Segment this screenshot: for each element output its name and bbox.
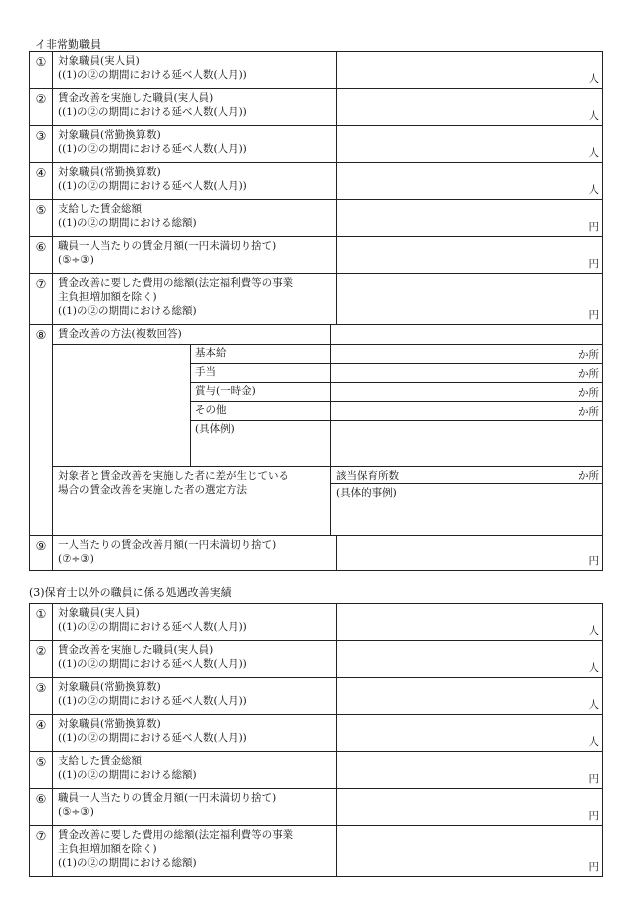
value-field[interactable]: [337, 789, 603, 826]
row-label: 対象職員(常勤換算数) ((1)の②の期間における延べ人数(人月)): [53, 715, 337, 752]
value-field[interactable]: [337, 826, 603, 877]
row-label: 支給した賃金総額 ((1)の②の期間における総額): [53, 752, 337, 789]
row-number: ④: [30, 715, 53, 752]
unit-label: 円: [588, 861, 599, 873]
unit-label: 人: [588, 147, 599, 159]
table-row: [30, 641, 603, 678]
row-label: 一人当たりの賃金改善月額(一円未満切り捨て) (⑦÷③): [53, 536, 337, 571]
value-field[interactable]: [337, 641, 603, 678]
row-number: ⑧: [30, 325, 53, 536]
row-label: 職員一人当たりの賃金月額(一円未満切り捨て) (⑤÷③): [53, 237, 337, 274]
row-label: 対象職員(実人員) ((1)の②の期間における延べ人数(人月)): [53, 604, 337, 641]
method-count-allowance[interactable]: か所: [331, 364, 602, 383]
unit-label: 人: [588, 184, 599, 196]
value-field[interactable]: [337, 200, 603, 237]
unit-label: 円: [588, 555, 599, 567]
table-row: [30, 789, 603, 826]
unit-label: 人: [588, 625, 599, 637]
table-row: [30, 237, 603, 274]
unit-label: 人: [588, 110, 599, 122]
unit-label: 人: [588, 73, 599, 85]
method-label-other: その他: [191, 402, 330, 421]
row-number: ⑨: [30, 536, 53, 571]
section-b-title: (3)保育士以外の職員に係る処遇改善実績: [29, 586, 232, 599]
table-row: [30, 715, 603, 752]
table-row: [30, 536, 603, 571]
method-count-bonus[interactable]: か所: [331, 383, 602, 402]
table-row: [30, 200, 603, 237]
table-row: [30, 89, 603, 126]
value-field[interactable]: [337, 52, 603, 89]
row-label: 賃金改善を実施した職員(実人員) ((1)の②の期間における延べ人数(人月)): [53, 89, 337, 126]
row-number: ①: [30, 52, 53, 89]
method-label-bonus: 賞与(一時金): [191, 383, 330, 402]
row-label: 対象職員(常勤換算数) ((1)の②の期間における延べ人数(人月)): [53, 126, 337, 163]
table-row: [30, 752, 603, 789]
value-field[interactable]: [337, 604, 603, 641]
unit-label: 人: [588, 662, 599, 674]
row-number: ②: [30, 89, 53, 126]
facility-count-field[interactable]: 該当保育所数 か所: [331, 467, 602, 484]
facility-label: 該当保育所数: [336, 470, 399, 482]
table-row: [30, 274, 603, 325]
method-count-basic[interactable]: か所: [331, 345, 602, 364]
row-label: 支給した賃金総額 ((1)の②の期間における総額): [53, 200, 337, 237]
row-label: 賃金改善に要した費用の総額(法定福利費等の事業 主負担増加額を除く) ((1)の②の期間における総額): [53, 274, 337, 325]
table-row: [30, 678, 603, 715]
row-number: ⑥: [30, 237, 53, 274]
table-row: [30, 163, 603, 200]
table-row: [30, 826, 603, 877]
table-row: [30, 52, 603, 89]
unit-label: 円: [588, 773, 599, 785]
table-row: [30, 126, 603, 163]
case-field[interactable]: [331, 484, 602, 500]
value-field[interactable]: [337, 715, 603, 752]
row-number: ③: [30, 126, 53, 163]
value-field[interactable]: [337, 678, 603, 715]
case-label: (具体的事例): [336, 487, 397, 499]
row-number: ④: [30, 163, 53, 200]
row-label: 対象職員(常勤換算数) ((1)の②の期間における延べ人数(人月)): [53, 163, 337, 200]
row-label: 職員一人当たりの賃金月額(一円未満切り捨て) (⑤÷③): [53, 789, 337, 826]
selection-method-label: 対象者と賃金改善を実施した者に差が生じている 場合の賃金改善を実施した者の選定方法: [53, 467, 331, 535]
item8-title: 賃金改善の方法(複数回答): [53, 325, 331, 344]
row-number: ⑤: [30, 752, 53, 789]
unit-label: 円: [588, 309, 599, 321]
method-label-allowance: 手当: [191, 364, 330, 383]
unit-label: 人: [588, 736, 599, 748]
item8-row: [30, 325, 603, 536]
row-number: ③: [30, 678, 53, 715]
row-label: 賃金改善を実施した職員(実人員) ((1)の②の期間における延べ人数(人月)): [53, 641, 337, 678]
row-number: ⑦: [30, 274, 53, 325]
example-label: (具体例): [195, 423, 235, 435]
row-number: ⑤: [30, 200, 53, 237]
value-field[interactable]: [337, 274, 603, 325]
row-number: ⑥: [30, 789, 53, 826]
row-label: 賃金改善に要した費用の総額(法定福利費等の事業 主負担増加額を除く) ((1)の②の期間における総額): [53, 826, 337, 877]
example-field[interactable]: [331, 421, 602, 466]
value-field[interactable]: [337, 126, 603, 163]
value-field[interactable]: [337, 89, 603, 126]
method-label-basic: 基本給: [191, 345, 330, 364]
unit-label: 円: [588, 221, 599, 233]
value-field[interactable]: [337, 237, 603, 274]
value-field[interactable]: [337, 163, 603, 200]
section-a-table: [29, 51, 603, 571]
unit-label: 人: [588, 699, 599, 711]
table-row: [30, 604, 603, 641]
value-field[interactable]: [337, 752, 603, 789]
unit-label: 円: [588, 810, 599, 822]
section-a-title: イ非常勤職員: [35, 38, 101, 51]
row-number: ①: [30, 604, 53, 641]
unit-label: 円: [588, 258, 599, 270]
row-number: ②: [30, 641, 53, 678]
row-label: 対象職員(常勤換算数) ((1)の②の期間における延べ人数(人月)): [53, 678, 337, 715]
row-label: 対象職員(実人員) ((1)の②の期間における延べ人数(人月)): [53, 52, 337, 89]
value-field[interactable]: [337, 536, 603, 571]
section-b-table: [29, 603, 603, 877]
method-count-other[interactable]: か所: [331, 402, 602, 421]
row-number: ⑦: [30, 826, 53, 877]
item8-head-blank: [331, 325, 602, 344]
